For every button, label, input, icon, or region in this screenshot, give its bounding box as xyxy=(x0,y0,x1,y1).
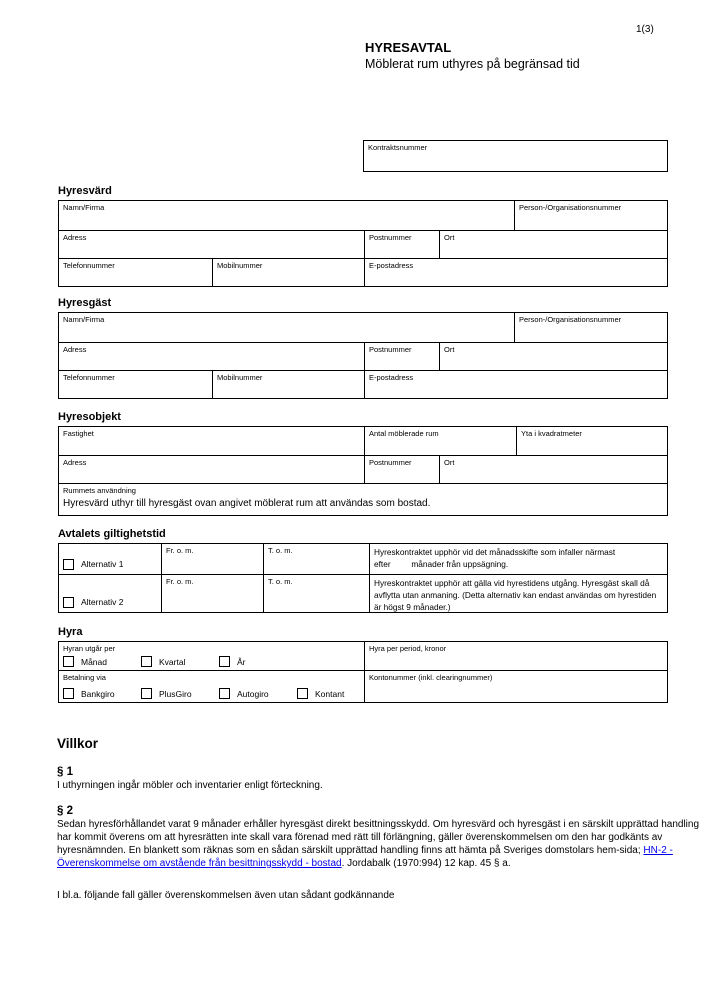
table-row xyxy=(59,258,667,286)
table-row xyxy=(59,483,667,515)
field-label: Ort xyxy=(444,458,455,467)
field-label: Person-/Organisationsnummer xyxy=(519,203,622,212)
hyresobjekt-table xyxy=(58,426,668,516)
field-label: Mobilnummer xyxy=(217,261,263,270)
section-hyresobjekt xyxy=(58,411,668,516)
period-option-ar[interactable] xyxy=(219,656,246,667)
betalning-option-kontant[interactable] xyxy=(297,688,344,699)
hyresvard-orgnr-field[interactable] xyxy=(514,201,667,230)
table-row xyxy=(59,642,667,670)
hyresvard-telefon-field[interactable] xyxy=(59,259,212,286)
alternativ-2-checkbox[interactable] xyxy=(63,597,74,608)
section-giltighetstid xyxy=(58,528,668,613)
field-label: Fr. o. m. xyxy=(166,577,194,586)
checkbox-label: Kvartal xyxy=(159,656,186,667)
kontraktsnummer-field[interactable] xyxy=(363,140,668,172)
field-label: Ort xyxy=(444,345,455,354)
paragraph-1-heading: § 1 xyxy=(57,766,73,778)
table-row xyxy=(59,342,667,370)
hyresvard-adress-field[interactable] xyxy=(59,231,364,258)
alt2-tom-field[interactable] xyxy=(263,575,369,612)
hyresgast-epost-field[interactable] xyxy=(364,371,667,398)
table-row xyxy=(59,455,667,483)
field-label: Fr. o. m. xyxy=(166,546,194,555)
alt1-tom-field[interactable] xyxy=(263,544,369,574)
table-row xyxy=(59,670,667,702)
hyresgast-namn-field[interactable] xyxy=(59,313,514,342)
hyresvard-mobil-field[interactable] xyxy=(212,259,364,286)
kontonummer-field[interactable] xyxy=(364,671,667,702)
section-hyresgast xyxy=(58,297,668,399)
alt1-from-field[interactable] xyxy=(161,544,263,574)
checkbox-label: År xyxy=(237,656,246,667)
group-label: Hyran utgår per xyxy=(63,644,116,653)
field-label: E-postadress xyxy=(369,261,414,270)
hyran-utgar-per-group xyxy=(59,642,364,670)
table-row xyxy=(59,201,667,230)
field-label: Kontraktsnummer xyxy=(368,143,428,152)
field-label: Person-/Organisationsnummer xyxy=(519,315,622,324)
betalning-option-autogiro[interactable] xyxy=(219,688,297,699)
hyresobjekt-postnummer-field[interactable] xyxy=(364,456,439,483)
hyresgast-ort-field[interactable] xyxy=(439,343,667,370)
field-label: Adress xyxy=(63,345,87,354)
bankgiro-checkbox[interactable] xyxy=(63,688,74,699)
paragraph-3-text: I bl.a. följande fall gäller överenskommelsen även utan sådant godkännande xyxy=(57,890,395,901)
alternativ-2-option[interactable] xyxy=(59,575,161,612)
giltighetstid-table xyxy=(58,543,668,613)
betalning-via-group xyxy=(59,671,364,702)
autogiro-checkbox[interactable] xyxy=(219,688,230,699)
checkbox-label: Alternativ 2 xyxy=(81,597,124,607)
hyresvard-table xyxy=(58,200,668,287)
alternativ-1-checkbox[interactable] xyxy=(63,559,74,570)
hyra-table xyxy=(58,641,668,703)
alternativ-1-option[interactable] xyxy=(59,544,161,574)
hyresgast-telefon-field[interactable] xyxy=(59,371,212,398)
hyresgast-table xyxy=(58,312,668,399)
field-label: Postnummer xyxy=(369,458,412,467)
table-row xyxy=(59,574,667,612)
field-label: Antal möblerade rum xyxy=(369,429,439,438)
kontant-checkbox[interactable] xyxy=(297,688,308,699)
alt2-description: Hyreskontraktet upphör att gälla vid hyrestidens utgång. Hyresgäst skall då avflytta utan anmaning. (Detta alternativ kan endast användas om hyrestiden är högst 9 månader.) xyxy=(369,575,667,612)
villkor-title: Villkor xyxy=(57,736,99,751)
table-row xyxy=(59,313,667,342)
field-label: Namn/Firma xyxy=(63,203,105,212)
paragraph-2-heading: § 2 xyxy=(57,805,73,817)
paragraph-1-text: I uthyrningen ingår möbler och inventarier enligt förteckning. xyxy=(57,780,323,791)
field-label: Postnummer xyxy=(369,345,412,354)
field-label: Yta i kvadratmeter xyxy=(521,429,582,438)
plusgiro-checkbox[interactable] xyxy=(141,688,152,699)
manad-checkbox[interactable] xyxy=(63,656,74,667)
betalning-option-plusgiro[interactable] xyxy=(141,688,219,699)
field-label: Namn/Firma xyxy=(63,315,105,324)
hyresobjekt-yta-field[interactable] xyxy=(516,427,667,455)
hyresgast-orgnr-field[interactable] xyxy=(514,313,667,342)
section-title: Hyresvärd xyxy=(58,185,112,197)
checkbox-label: Bankgiro xyxy=(81,688,115,699)
hyresobjekt-fastighet-field[interactable] xyxy=(59,427,364,455)
hyresgast-adress-field[interactable] xyxy=(59,343,364,370)
ar-checkbox[interactable] xyxy=(219,656,230,667)
hyra-per-period-field[interactable] xyxy=(364,642,667,670)
hyresvard-postnummer-field[interactable] xyxy=(364,231,439,258)
field-label: Fastighet xyxy=(63,429,94,438)
table-row xyxy=(59,230,667,258)
hyresobjekt-anvandning-cell xyxy=(59,484,667,515)
field-label: T. o. m. xyxy=(268,577,293,586)
paragraph-2-text xyxy=(57,818,703,870)
hyresvard-ort-field[interactable] xyxy=(439,231,667,258)
page-number: 1(3) xyxy=(636,24,654,35)
period-option-kvartal[interactable] xyxy=(141,656,219,667)
section-title: Hyresobjekt xyxy=(58,411,121,423)
field-label: Adress xyxy=(63,233,87,242)
section-hyra xyxy=(58,626,668,703)
field-label: Telefonnummer xyxy=(63,373,115,382)
period-options xyxy=(63,656,360,667)
checkbox-label: Kontant xyxy=(315,688,345,699)
hyresobjekt-adress-field[interactable] xyxy=(59,456,364,483)
section-title: Hyra xyxy=(58,626,83,638)
alt1-description: Hyreskontraktet upphör vid det månadsskifte som infaller närmast efter månader från uppsägning. xyxy=(369,544,667,574)
section-title: Hyresgäst xyxy=(58,297,112,309)
hyresobjekt-antal-rum-field[interactable] xyxy=(364,427,516,455)
field-label: Rummets användning xyxy=(63,486,136,495)
field-label: Telefonnummer xyxy=(63,261,115,270)
field-label: Hyra per period, kronor xyxy=(369,644,447,653)
section-hyresvard xyxy=(58,185,668,287)
field-label: E-postadress xyxy=(369,373,414,382)
document-subtitle: Möblerat rum uthyres på begränsad tid xyxy=(365,57,580,71)
kvartal-checkbox[interactable] xyxy=(141,656,152,667)
checkbox-label: Autogiro xyxy=(237,688,269,699)
checkbox-label: PlusGiro xyxy=(159,688,192,699)
hyresobjekt-ort-field[interactable] xyxy=(439,456,667,483)
field-label: Adress xyxy=(63,458,87,467)
table-row xyxy=(59,544,667,574)
alt2-from-field[interactable] xyxy=(161,575,263,612)
besittningsskydd-link[interactable]: HN-2 - Överenskommelse om avstående från besittningsskydd - bostad xyxy=(57,845,673,869)
document-title: HYRESAVTAL xyxy=(365,40,452,55)
field-label: Kontonummer (inkl. clearingnummer) xyxy=(369,673,493,682)
document-header xyxy=(365,40,580,73)
hyresgast-mobil-field[interactable] xyxy=(212,371,364,398)
paragraph-2-text-before-link: Sedan hyresförhållandet varat 9 månader erhåller hyresgäst direkt besittningsskydd. Om hyresvärd och hyresgäst i en särskilt upprättad handling har kommit överens om att hyresrätten inte skall vara förenad med rätt till förlängning, gäller överenskommelsen om den har godkänts av hyresnämnden. En blankett som räknas som en sådan särskilt upprättad handling finns att hämta på Sveriges domstolars hem-sida; xyxy=(57,819,700,856)
group-label: Betalning via xyxy=(63,673,106,682)
paragraph-2-text-after-link: . Jordabalk (1970:994) 12 kap. 45 § a. xyxy=(341,858,511,869)
hyresvard-namn-field[interactable] xyxy=(59,201,514,230)
hyresgast-postnummer-field[interactable] xyxy=(364,343,439,370)
hyresvard-epost-field[interactable] xyxy=(364,259,667,286)
period-option-manad[interactable] xyxy=(63,656,141,667)
betalning-options xyxy=(63,688,360,699)
field-label: Postnummer xyxy=(369,233,412,242)
table-row xyxy=(59,370,667,398)
betalning-option-bankgiro[interactable] xyxy=(63,688,141,699)
checkbox-label: Månad xyxy=(81,656,107,667)
table-row xyxy=(59,427,667,455)
section-villkor xyxy=(57,736,703,902)
field-label: Ort xyxy=(444,233,455,242)
section-title: Avtalets giltighetstid xyxy=(58,528,166,540)
field-label: Mobilnummer xyxy=(217,373,263,382)
field-label: T. o. m. xyxy=(268,546,293,555)
checkbox-label: Alternativ 1 xyxy=(81,559,124,569)
anvandning-text: Hyresvärd uthyr till hyresgäst ovan angivet möblerat rum att användas som bostad. xyxy=(63,498,431,509)
